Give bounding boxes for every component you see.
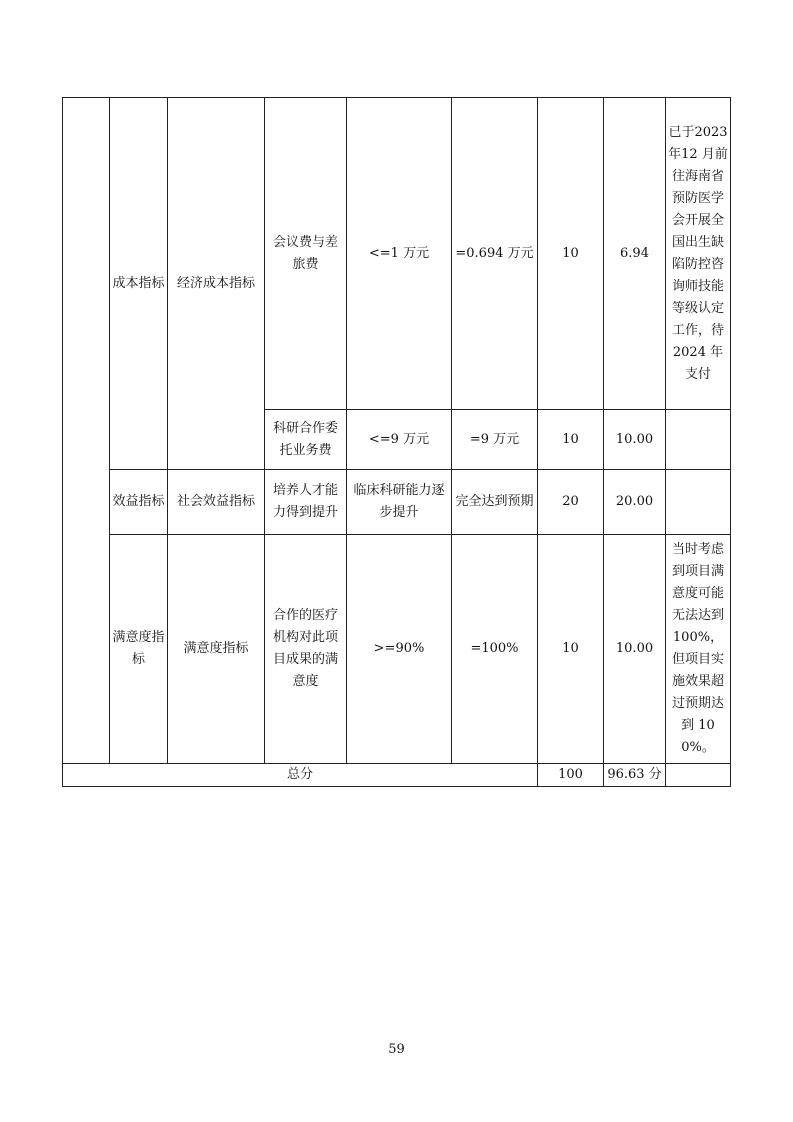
note-cell (666, 410, 731, 470)
actual-value-cell: =0.694 万元 (452, 98, 538, 410)
total-label-cell: 总分 (63, 764, 538, 787)
target-value-cell: <=1 万元 (347, 98, 452, 410)
score-cell: 20.00 (604, 470, 666, 535)
score-cell: 10.00 (604, 535, 666, 764)
actual-value-cell: =9 万元 (452, 410, 538, 470)
note-cell (666, 470, 731, 535)
weight-cell: 10 (538, 98, 604, 410)
indicator-name-cell: 科研合作委托业务费 (265, 410, 347, 470)
category-satisfaction-cell: 满意度指标 (110, 535, 168, 764)
target-value-cell: <=9 万元 (347, 410, 452, 470)
target-value-cell: >=90% (347, 535, 452, 764)
table-row-satisfaction (63, 535, 731, 764)
table-row-meeting-travel (63, 98, 731, 410)
weight-cell: 10 (538, 535, 604, 764)
weight-cell: 10 (538, 410, 604, 470)
page-number: 59 (388, 1042, 405, 1057)
table-row-talent-training (63, 470, 731, 535)
target-value-cell: 临床科研能力逐步提升 (347, 470, 452, 535)
score-cell: 6.94 (604, 98, 666, 410)
subcategory-satisfaction-cell: 满意度指标 (168, 535, 265, 764)
weight-cell: 20 (538, 470, 604, 535)
total-score-cell: 96.63 分 (604, 764, 666, 787)
outer-blank-cell (63, 98, 110, 764)
subcategory-economic-cost-cell: 经济成本指标 (168, 98, 265, 470)
note-cell: 当时考虑到项目满意度可能无法达到 100%，但项目实施效果超过预期达到 100%。 (666, 535, 731, 764)
category-cost-cell: 成本指标 (110, 98, 168, 470)
total-note-cell (666, 764, 731, 787)
subcategory-social-benefit-cell: 社会效益指标 (168, 470, 265, 535)
indicator-name-cell: 会议费与差旅费 (265, 98, 347, 410)
indicator-name-cell: 培养人才能力得到提升 (265, 470, 347, 535)
indicator-name-cell: 合作的医疗机构对此项目成果的满意度 (265, 535, 347, 764)
score-cell: 10.00 (604, 410, 666, 470)
actual-value-cell: 完全达到预期 (452, 470, 538, 535)
table-row-total (63, 764, 731, 787)
category-benefit-cell: 效益指标 (110, 470, 168, 535)
actual-value-cell: =100% (452, 535, 538, 764)
total-weight-cell: 100 (538, 764, 604, 787)
performance-table (62, 97, 731, 787)
note-cell: 已于2023 年12 月前往海南省预防医学会开展全国出生缺陷防控咨询师技能等级认定工作，待 2024 年支付 (666, 98, 731, 410)
